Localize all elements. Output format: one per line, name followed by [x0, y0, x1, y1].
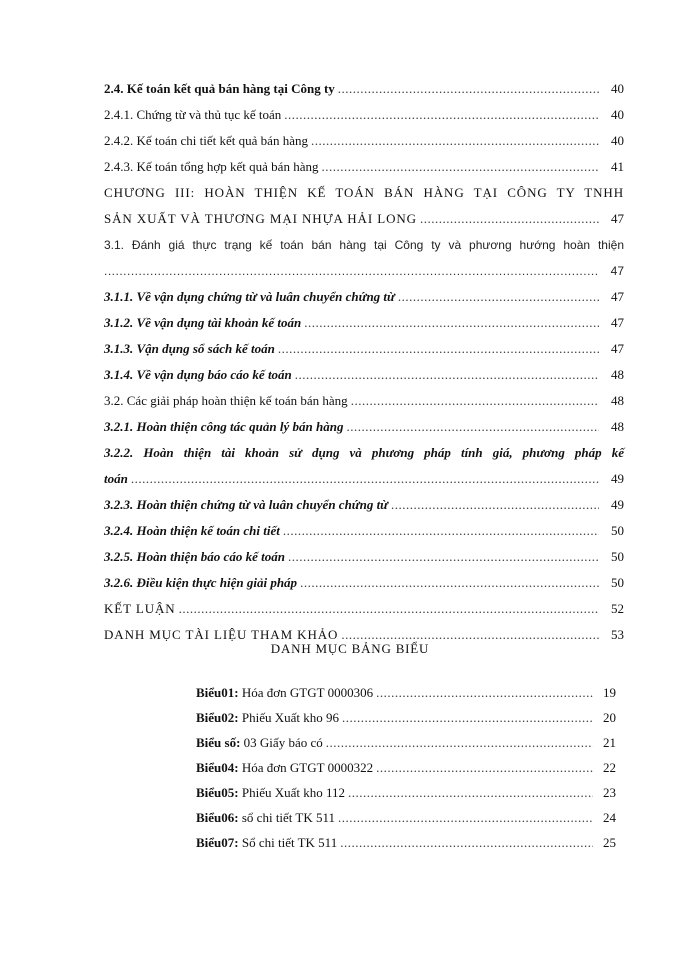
- dot-leader: [348, 780, 593, 805]
- toc-section-title-line1[interactable]: 3.2.2. Hoàn thiện tài khoản sử dụng và phương pháp tính giá, phương pháp kế: [104, 445, 624, 460]
- dot-leader: [398, 284, 599, 310]
- toc-entry[interactable]: [104, 310, 624, 336]
- list-item-page: 19: [603, 685, 616, 700]
- dot-leader: [351, 388, 599, 414]
- toc-title: 3.1.4. Về vận dụng báo cáo kế toán: [104, 367, 292, 382]
- list-item[interactable]: [196, 780, 616, 805]
- toc-title: 3.1.2. Về vận dụng tài khoản kế toán: [104, 315, 302, 330]
- toc-page: 50: [611, 549, 624, 564]
- toc-entry[interactable]: [104, 336, 624, 362]
- dot-leader: [304, 310, 599, 336]
- toc-title: 3.2.3. Hoàn thiện chứng từ và luân chuyển chứng từ: [104, 497, 388, 512]
- toc-page: 50: [611, 575, 624, 590]
- toc-page: 40: [611, 107, 624, 122]
- toc-title: 2.4. Kế toán kết quả bán hàng tại Công ty: [104, 81, 335, 96]
- list-item-page: 23: [603, 785, 616, 800]
- toc-entry[interactable]: [104, 414, 624, 440]
- toc-entry[interactable]: [104, 570, 624, 596]
- dot-leader: [131, 466, 599, 492]
- list-item[interactable]: [196, 830, 616, 855]
- list-item-label: Biểu07:: [196, 835, 239, 850]
- list-item-label: Biểu02:: [196, 710, 239, 725]
- toc-entry[interactable]: [104, 284, 624, 310]
- list-item-label: Biểu01:: [196, 685, 239, 700]
- toc-title: 3.2.1. Hoàn thiện công tác quản lý bán hàng: [104, 419, 344, 434]
- toc-entry[interactable]: [104, 362, 624, 388]
- toc-section-title-line2: toán: [104, 471, 128, 486]
- toc-section-title[interactable]: 3.1. Đánh giá thực trạng kế toán bán hàng tại Công ty và phương hướng hoàn thiện: [104, 238, 624, 252]
- dot-leader: [288, 544, 599, 570]
- toc-title: 2.4.2. Kế toán chi tiết kết quả bán hàng: [104, 133, 308, 148]
- toc-entry[interactable]: [104, 388, 624, 414]
- toc-page: 50: [611, 523, 624, 538]
- dot-leader: [326, 730, 593, 755]
- tables-list: [196, 680, 616, 855]
- tables-list-heading: DANH MỤC BẢNG BIỂU: [270, 641, 430, 656]
- list-item-page: 20: [603, 710, 616, 725]
- dot-leader: [376, 755, 593, 780]
- dot-leader: [295, 362, 599, 388]
- list-item-title: Phiếu Xuất kho 96: [241, 710, 340, 725]
- dot-leader: [340, 830, 593, 855]
- dot-leader: [346, 414, 599, 440]
- dot-leader: [283, 518, 599, 544]
- list-item-page: 25: [603, 835, 616, 850]
- list-item-page: 24: [603, 810, 616, 825]
- dot-leader: [342, 705, 593, 730]
- dot-leader: [338, 805, 593, 830]
- toc-title: 3.1.1. Về vận dụng chứng từ và luân chuyển chứng từ: [104, 289, 395, 304]
- dot-leader: [311, 128, 599, 154]
- list-item-title: Hóa đơn GTGT 0000306: [241, 685, 374, 700]
- dot-leader: [338, 76, 599, 102]
- toc-page: 47: [611, 341, 624, 356]
- toc-entry[interactable]: [104, 154, 624, 180]
- list-item[interactable]: [196, 680, 616, 705]
- table-of-contents: [104, 76, 624, 648]
- list-item-label: Biểu06:: [196, 810, 239, 825]
- list-item-page: 22: [603, 760, 616, 775]
- toc-entry[interactable]: [104, 102, 624, 128]
- toc-page: 47: [611, 211, 624, 226]
- toc-entry[interactable]: [104, 76, 624, 102]
- toc-entry[interactable]: [104, 544, 624, 570]
- toc-page: 47: [611, 315, 624, 330]
- toc-entry[interactable]: [104, 258, 624, 284]
- list-item-title: 03 Giấy báo có: [243, 735, 323, 750]
- toc-page: 48: [611, 367, 624, 382]
- toc-entry[interactable]: [104, 206, 624, 232]
- list-item[interactable]: [196, 805, 616, 830]
- dot-leader: [420, 206, 599, 232]
- list-item-page: 21: [603, 735, 616, 750]
- toc-title: 3.2.6. Điều kiện thực hiện giải pháp: [104, 575, 298, 590]
- toc-title: KẾT LUẬN: [104, 601, 176, 616]
- list-item-label: Biểu số:: [196, 735, 241, 750]
- toc-chapter-title-line1[interactable]: CHƯƠNG III: HOÀN THIỆN KẾ TOÁN BÁN HÀNG TẠI CÔNG TY TNHH: [104, 185, 624, 200]
- list-item-title: Hóa đơn GTGT 0000322: [241, 760, 374, 775]
- toc-chapter-title-line2: SẢN XUẤT VÀ THƯƠNG MẠI NHỰA HẢI LONG: [104, 211, 417, 226]
- list-item-label: Biểu04:: [196, 760, 239, 775]
- list-item-title: sổ chi tiết TK 511: [241, 810, 336, 825]
- list-item-title: Phiếu Xuất kho 112: [241, 785, 346, 800]
- dot-leader: [300, 570, 599, 596]
- list-item-label: Biểu05:: [196, 785, 239, 800]
- toc-page: 49: [611, 497, 624, 512]
- list-item-title: Sổ chi tiết TK 511: [241, 835, 338, 850]
- toc-entry[interactable]: [104, 492, 624, 518]
- list-item[interactable]: [196, 755, 616, 780]
- toc-title: 3.2. Các giải pháp hoàn thiện kế toán bán hàng: [104, 393, 348, 408]
- dot-leader: [104, 258, 599, 284]
- toc-title: 2.4.3. Kế toán tổng hợp kết quả bán hàng: [104, 159, 319, 174]
- toc-page: 40: [611, 81, 624, 96]
- toc-entry[interactable]: [104, 596, 624, 622]
- list-item[interactable]: [196, 705, 616, 730]
- toc-page: 52: [611, 601, 624, 616]
- toc-entry[interactable]: [104, 466, 624, 492]
- toc-page: 41: [611, 159, 624, 174]
- dot-leader: [391, 492, 599, 518]
- dot-leader: [321, 154, 599, 180]
- toc-page: 48: [611, 393, 624, 408]
- dot-leader: [278, 336, 599, 362]
- toc-entry[interactable]: [104, 128, 624, 154]
- toc-title: 2.4.1. Chứng từ và thủ tục kế toán: [104, 107, 282, 122]
- toc-page: 49: [611, 471, 624, 486]
- dot-leader: [284, 102, 599, 128]
- toc-title: 3.1.3. Vận dụng sổ sách kế toán: [104, 341, 275, 356]
- dot-leader: [179, 596, 599, 622]
- toc-title: DANH MỤC TÀI LIỆU THAM KHẢO: [104, 627, 339, 642]
- toc-entry[interactable]: [104, 518, 624, 544]
- toc-page: 47: [611, 289, 624, 304]
- toc-page: 53: [611, 627, 624, 642]
- toc-page: 40: [611, 133, 624, 148]
- toc-page: 48: [611, 419, 624, 434]
- list-item[interactable]: [196, 730, 616, 755]
- dot-leader: [376, 680, 593, 705]
- toc-title: 3.2.5. Hoàn thiện báo cáo kế toán: [104, 549, 285, 564]
- toc-page: 47: [610, 264, 624, 278]
- toc-title: 3.2.4. Hoàn thiện kế toán chi tiết: [104, 523, 280, 538]
